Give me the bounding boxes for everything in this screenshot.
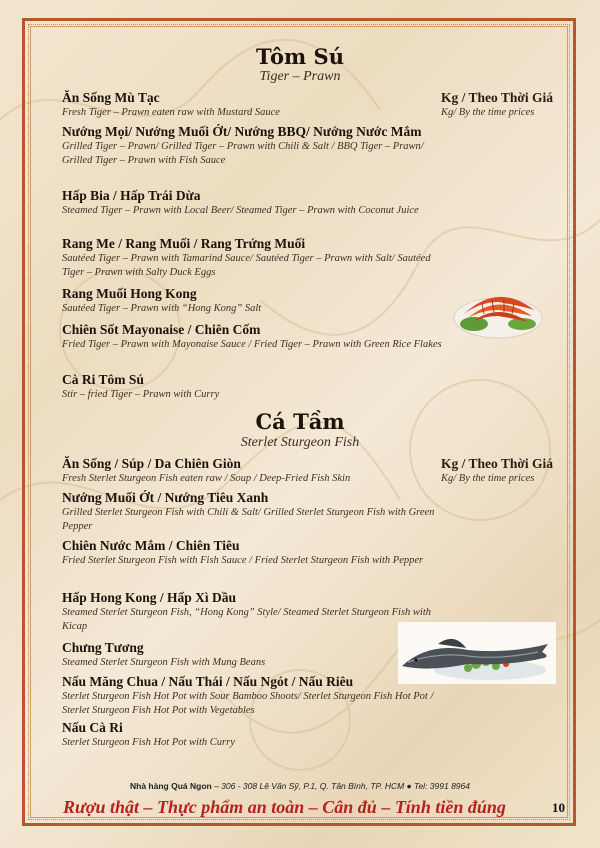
- menu-item: [62, 187, 442, 218]
- item-desc-en: Steamed Sterlet Sturgeon Fish, “Hong Kong” Style/ Steamed Sterlet Sturgeon Fish with Kicap: [62, 607, 432, 632]
- price-ca-tam: [441, 455, 581, 486]
- item-desc-en: Grilled Sterlet Sturgeon Fish with Chili & Salt/ Grilled Sterlet Sturgeon Fish with Green Pepper: [62, 507, 435, 532]
- page-number: 10: [552, 800, 565, 815]
- item-desc-en: Steamed Tiger – Prawn with Local Beer/ Steamed Tiger – Prawn with Coconut Juice: [62, 205, 419, 216]
- item-name-vn: Hấp Hong Kong / Hấp Xì Dầu: [62, 590, 237, 605]
- price-label-vn: Kg / Theo Thời Giá: [441, 90, 554, 105]
- item-name-vn: Ăn Sống Mù Tạc: [62, 90, 160, 105]
- item-name-vn: Nướng Mọi/ Nướng Muối Ớt/ Nướng BBQ/ Nướng Nước Mắm: [62, 124, 422, 139]
- price-label-vn: Kg / Theo Thời Giá: [441, 456, 554, 471]
- menu-item: [62, 89, 442, 120]
- item-name-vn: Cà Ri Tôm Sú: [62, 372, 144, 387]
- item-desc-en: Fried Tiger – Prawn with Mayonaise Sauce / Fried Tiger – Prawn with Green Rice Flakes: [62, 339, 442, 350]
- menu-item: [62, 537, 442, 568]
- item-name-vn: Rang Me / Rang Muối / Rang Trứng Muối: [62, 236, 306, 251]
- prawn-dish-image: [452, 280, 544, 342]
- item-desc-en: Fried Sterlet Sturgeon Fish with Fish Sauce / Fried Sterlet Sturgeon Fish with Pepper: [62, 555, 424, 566]
- price-label-en: Kg/ By the time prices: [441, 473, 535, 484]
- section-title-tom-su: Tôm Sú: [255, 44, 344, 69]
- item-name-vn: Chiên Nước Mắm / Chiên Tiêu: [62, 538, 240, 553]
- item-desc-en: Sautéed Tiger – Prawn with Tamarind Sauce/ Sautéed Tiger – Prawn with Salt/ Sautéed Tiger – Prawn with Salty Duck Eggs: [62, 253, 431, 278]
- menu-item: [62, 489, 442, 534]
- item-name-vn: Hấp Bia / Hấp Trái Dừa: [62, 188, 201, 203]
- item-desc-en: Fresh Sterlet Sturgeon Fish eaten raw / Soup / Deep-Fried Fish Skin: [62, 473, 351, 484]
- slogan: Rượu thật – Thực phẩm an toàn – Cân đủ – Tính tiền đúng: [63, 797, 506, 817]
- item-name-vn: Chưng Tương: [62, 640, 144, 655]
- menu-item: [62, 673, 434, 718]
- sturgeon-fish-image: [398, 622, 556, 684]
- menu-item: [62, 371, 442, 402]
- item-desc-en: Grilled Tiger – Prawn/ Grilled Tiger – Prawn with Chili & Salt / BBQ Tiger – Prawn/ Grilled Tiger – Prawn with Fish Sauce: [62, 141, 424, 166]
- item-desc-en: Fresh Tiger – Prawn eaten raw with Mustard Sauce: [62, 107, 280, 118]
- menu-item: [62, 639, 442, 670]
- item-name-vn: Nấu Măng Chua / Nấu Thái / Nấu Ngót / Nấu Riêu: [62, 674, 354, 689]
- item-name-vn: Ăn Sống / Súp / Da Chiên Giòn: [62, 456, 241, 471]
- item-desc-en: Sterlet Sturgeon Fish Hot Pot with Sour Bamboo Shoots/ Sterlet Sturgeon Fish Hot Pot / Sterlet Sturgeon Fish Hot Pot with Vegetables: [62, 691, 434, 716]
- item-desc-en: Sterlet Sturgeon Fish Hot Pot with Curry: [62, 737, 235, 748]
- item-name-vn: Chiên Sốt Mayonaise / Chiên Cốm: [62, 322, 261, 337]
- address-text: – 306 - 308 Lê Văn Sỹ, P.1, Q. Tân Bình, TP. HCM ● Tel: 3991 8964: [214, 781, 470, 791]
- section-subtitle-ca-tam: Sterlet Sturgeon Fish: [240, 435, 360, 450]
- menu-item: [62, 285, 442, 316]
- item-desc-en: Sautéed Tiger – Prawn with “Hong Kong” Salt: [62, 303, 262, 314]
- item-desc-en: Steamed Sterlet Sturgeon Fish with Mung Beans: [62, 657, 266, 668]
- item-name-vn: Nướng Muối Ớt / Nướng Tiêu Xanh: [62, 490, 269, 505]
- price-label-en: Kg/ By the time prices: [441, 107, 535, 118]
- item-desc-en: Stir – fried Tiger – Prawn with Curry: [62, 389, 220, 400]
- item-name-vn: Rang Muối Hong Kong: [62, 286, 197, 301]
- menu-item: [62, 123, 442, 168]
- section-title-ca-tam: Cá Tầm: [255, 409, 345, 434]
- price-tom-su: [441, 89, 581, 120]
- item-name-vn: Nấu Cà Ri: [62, 720, 123, 735]
- footer-address: [0, 781, 600, 791]
- menu-item: [62, 321, 442, 352]
- menu-item: [62, 719, 442, 750]
- restaurant-name: Nhà hàng Quá Ngon: [130, 781, 212, 791]
- menu-item: [62, 235, 442, 280]
- menu-item: [62, 589, 442, 634]
- section-subtitle-tom-su: Tiger – Prawn: [259, 69, 341, 84]
- menu-item: [62, 455, 442, 486]
